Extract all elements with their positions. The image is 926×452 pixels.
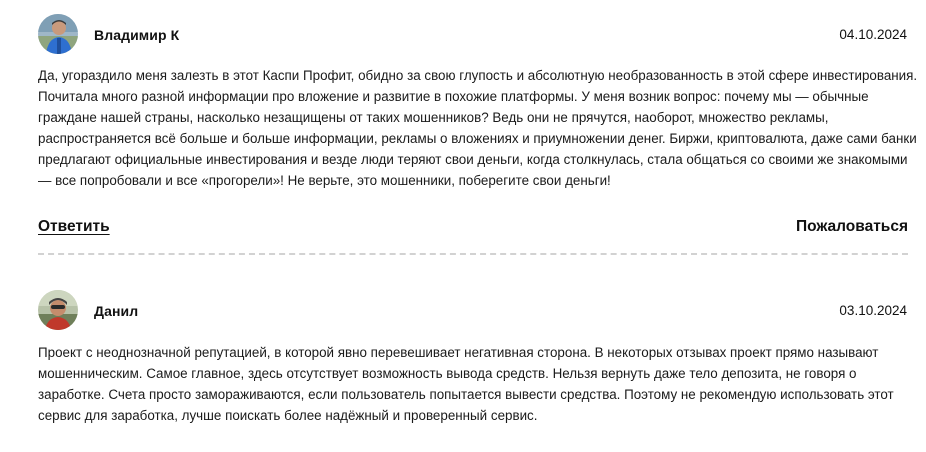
- review-header: [38, 290, 908, 332]
- review-author: Данил: [94, 303, 139, 319]
- review-date: 04.10.2024: [839, 27, 907, 42]
- review-header: [38, 14, 908, 56]
- review-card: [38, 290, 908, 426]
- review-card: [38, 14, 918, 242]
- reply-link[interactable]: Ответить: [38, 218, 110, 235]
- review-divider: [38, 253, 908, 255]
- user-photo-icon: [38, 14, 78, 54]
- review-text: Да, угораздило меня залезть в этот Каспи Профит, обидно за свою глупость и абсолютную необразованность в этой сфере инвестирования. Почитала много разной информации про вложение и развитие в похожие платформы. У меня возник вопрос: почему мы — обычные граждане нашей страны, насколько незащищены от таких мошенников? Ведь они не прячутся, наоборот, множество рекламы, распространяется всё больше и больше информации, рекламы о вложениях и приумножении денег. Биржи, криптовалюта, даже сами банки предлагают официальные инвестирования и везде люди теряют свои деньги, когда столкнулась, стала общаться со своими же знакомыми — все попробовали и все «прогорели»! Не верьте, это мошенники, поберегите свои деньги!: [38, 68, 918, 188]
- review-actions: [38, 218, 908, 242]
- report-link[interactable]: Пожаловаться: [795, 218, 908, 235]
- review-date: 03.10.2024: [839, 303, 907, 318]
- avatar: [38, 14, 78, 54]
- avatar: [38, 290, 78, 330]
- review-author: Владимир К: [94, 27, 180, 43]
- user-photo-icon: [38, 290, 78, 330]
- review-text: Проект с неоднозначной репутацией, в которой явно перевешивает негативная сторона. В некоторых отзывах проект прямо называют мошенническим. Самое главное, здесь отсутствует возможность вывода средств. Нельзя вернуть даже тело депозита, не говоря о заработке. Счета просто замораживаются, если пользователь попытается вывести средства. Поэтому не рекомендую использовать этот сервис для заработка, лучше поискать более надёжный и проверенный сервис.: [38, 345, 894, 423]
